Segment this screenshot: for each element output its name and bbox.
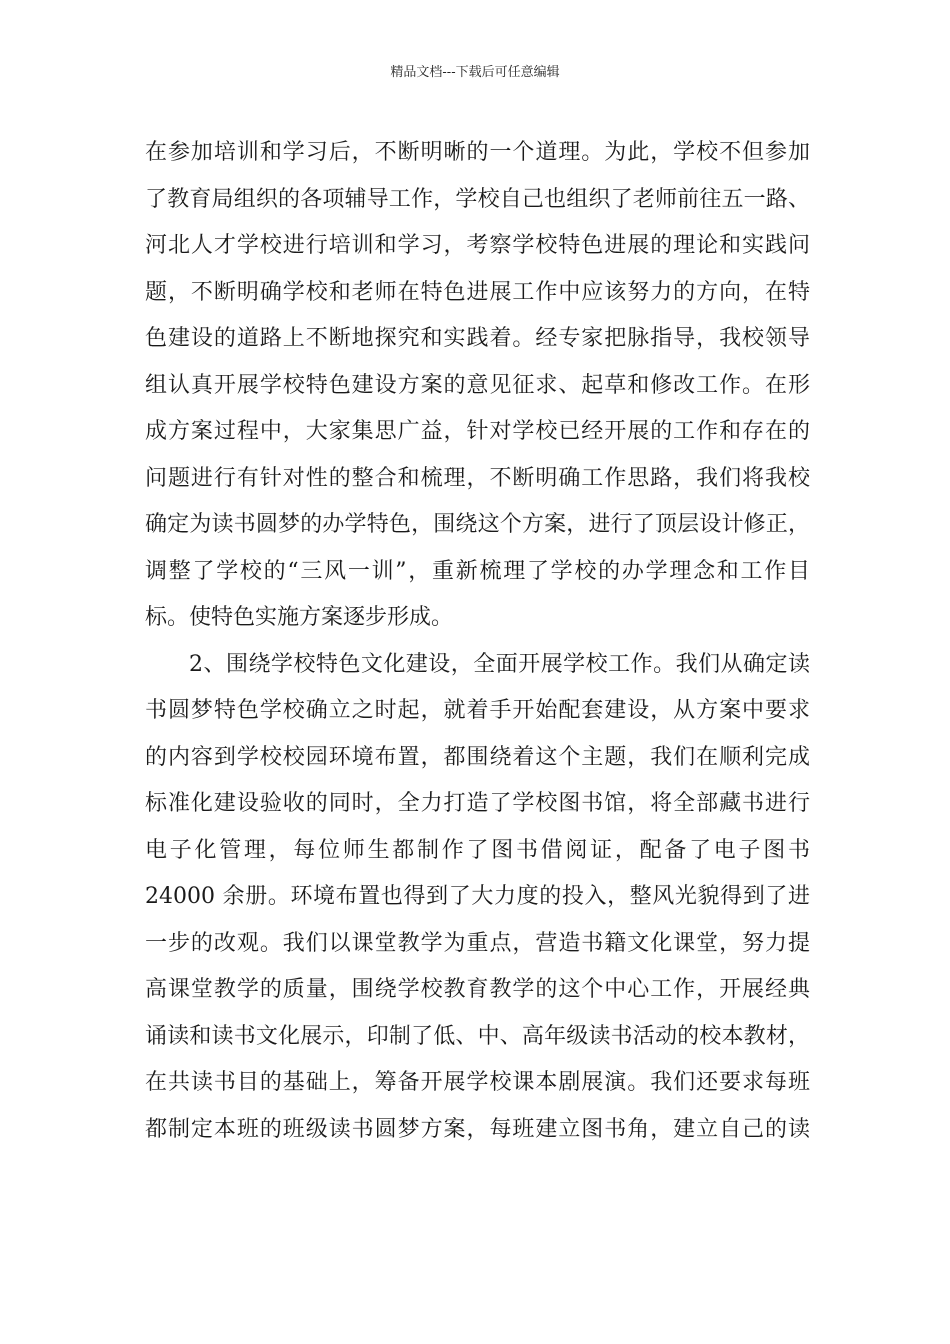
text-line: 2、围绕学校特色文化建设，全面开展学校工作。我们从确定读	[189, 651, 810, 677]
text-line: 在共读书目的基础上，筹备开展学校课本剧展演。我们还要求每班	[145, 1070, 810, 1095]
text-line: 一步的改观。我们以课堂教学为重点，营造书籍文化课堂，努力提	[145, 930, 810, 956]
paragraph-1	[145, 130, 810, 642]
text-line: 24000 余册。环境布置也得到了大力度的投入，整风光貌得到了进	[145, 884, 810, 909]
text-line: 题，不断明确学校和老师在特色进展工作中应该努力的方向，在特	[145, 279, 810, 305]
text-line: 都制定本班的班级读书圆梦方案，每班建立图书角，建立自己的读	[145, 1116, 810, 1142]
text-line: 了教育局组织的各项辅导工作，学校自己也组织了老师前往五一路、	[145, 186, 810, 212]
text-line: 河北人才学校进行培训和学习，考察学校特色进展的理论和实践问	[145, 233, 810, 258]
text-line: 的内容到学校校园环境布置，都围绕着这个主题，我们在顺利完成	[145, 744, 810, 770]
text-line: 电子化管理，每位师生都制作了图书借阅证，配备了电子图书	[145, 837, 810, 863]
body-text	[145, 130, 810, 1153]
text-line: 确定为读书圆梦的办学特色，围绕这个方案，进行了顶层设计修正，	[145, 512, 810, 537]
text-line: 诵读和读书文化展示，印制了低、中、高年级读书活动的校本教材，	[145, 1023, 810, 1049]
page-header: 精品文档---下载后可任意编辑	[390, 65, 560, 80]
text-line: 在参加培训和学习后，不断明晰的一个道理。为此，学校不但参加	[145, 140, 810, 165]
text-line: 调整了学校的“三风一训”，重新梳理了学校的办学理念和工作目	[145, 558, 810, 584]
text-line: 色建设的道路上不断地探究和实践着。经专家把脉指导，我校领导	[145, 326, 810, 351]
text-line: 高课堂教学的质量，围绕学校教育教学的这个中心工作，开展经典	[145, 977, 810, 1002]
paragraph-2	[145, 642, 810, 1154]
text-line: 成方案过程中，大家集思广益，针对学校已经开展的工作和存在的	[145, 419, 810, 444]
text-line: 标。使特色实施方案逐步形成。	[145, 605, 454, 630]
text-line: 问题进行有针对性的整合和梳理，不断明确工作思路，我们将我校	[145, 465, 810, 491]
text-line: 书圆梦特色学校确立之时起，就着手开始配套建设，从方案中要求	[145, 698, 810, 723]
text-line: 标准化建设验收的同时，全力打造了学校图书馆，将全部藏书进行	[145, 791, 810, 816]
text-line: 组认真开展学校特色建设方案的意见征求、起草和修改工作。在形	[145, 372, 810, 398]
